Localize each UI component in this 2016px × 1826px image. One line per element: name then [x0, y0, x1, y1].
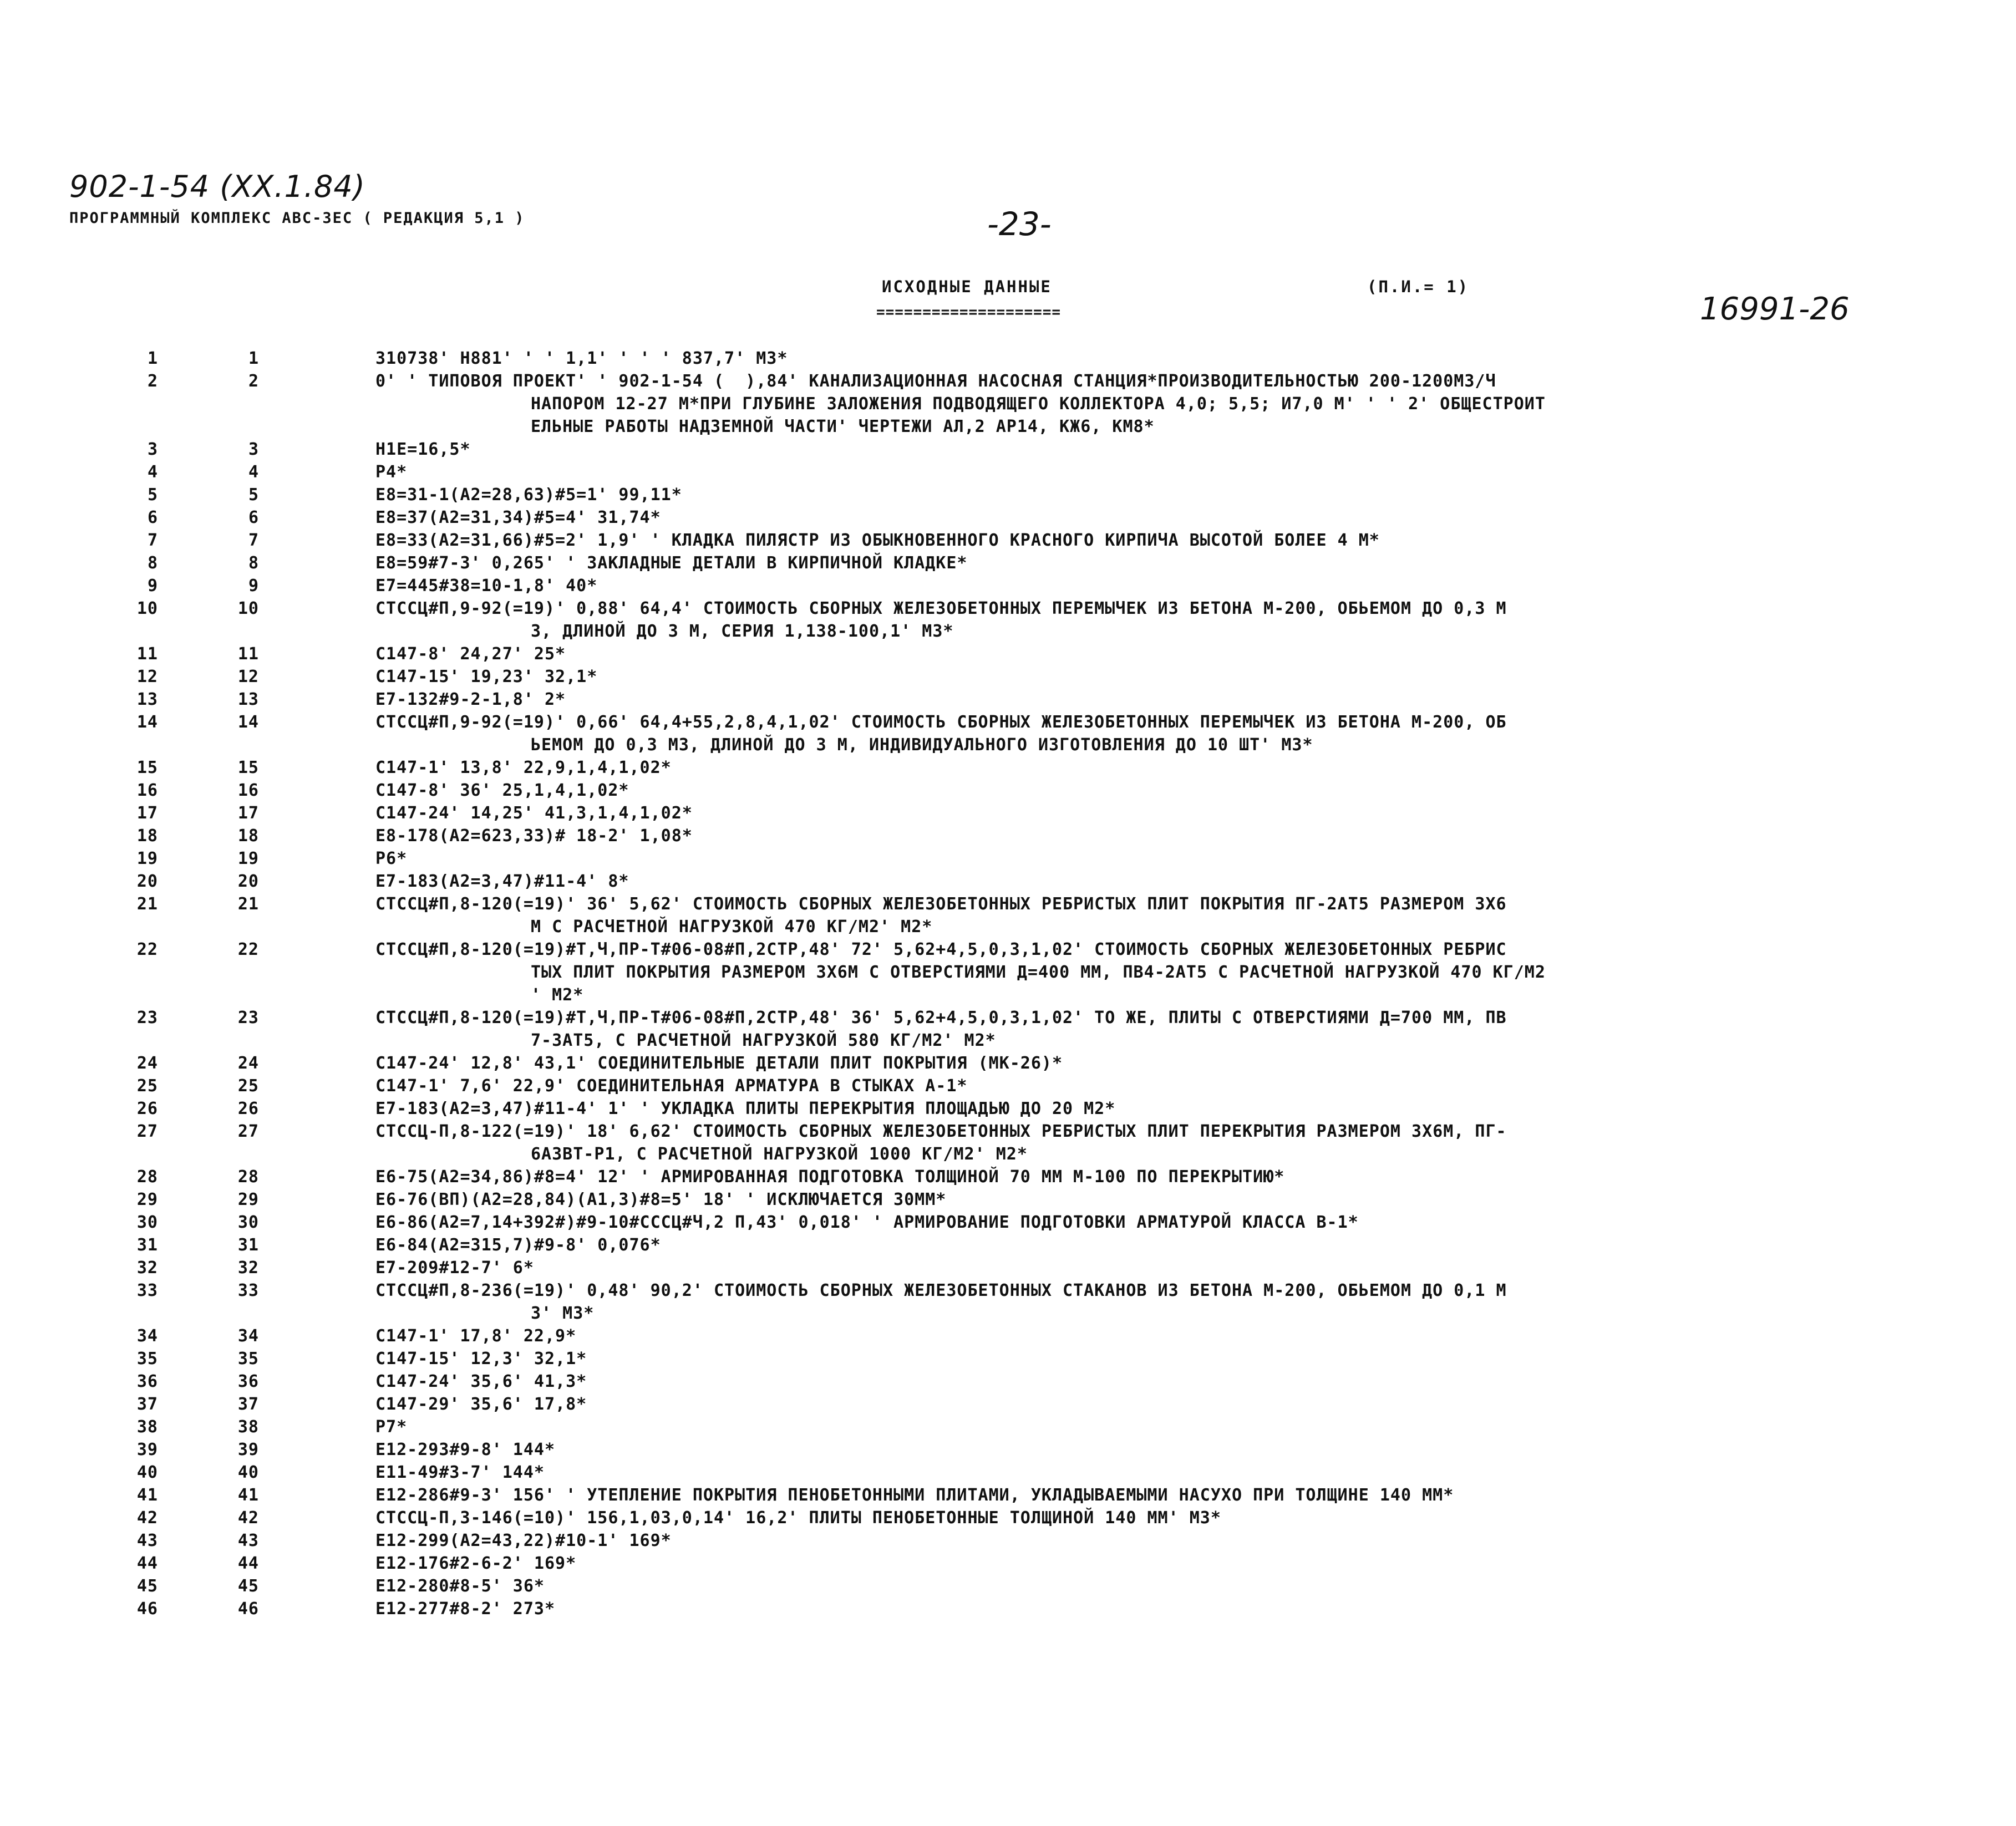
listing-row [0, 1393, 2016, 1416]
row-index: 45 [237, 1576, 259, 1596]
row-text: Е12-277#8-2' 273* [375, 1599, 556, 1619]
listing-row [0, 484, 2016, 506]
row-number: 24 [136, 1054, 158, 1073]
row-number: 39 [136, 1440, 158, 1459]
row-index: 40 [237, 1463, 259, 1482]
listing-row [0, 393, 2016, 415]
row-index: 9 [248, 576, 259, 596]
listing-row [0, 415, 2016, 438]
row-index: 3 [248, 440, 259, 459]
row-number: 28 [136, 1167, 158, 1187]
listing-row [0, 847, 2016, 870]
row-index: 34 [237, 1326, 259, 1346]
row-index: 17 [237, 803, 259, 823]
row-index: 14 [237, 713, 259, 732]
listing-row [0, 574, 2016, 597]
section-underline: ==================== [876, 304, 1062, 321]
listing-row [0, 756, 2016, 779]
row-number: 35 [136, 1349, 158, 1369]
row-number: 9 [147, 576, 158, 596]
row-index: 26 [237, 1099, 259, 1118]
listing-row [0, 893, 2016, 915]
row-text-continuation: 3, ДЛИНОЙ ДО 3 М, СЕРИЯ 1,138-100,1' М3* [531, 622, 954, 641]
row-text: С147-8' 24,27' 25* [375, 644, 566, 664]
row-number: 29 [136, 1190, 158, 1209]
listing-row [0, 1484, 2016, 1507]
row-index: 31 [237, 1235, 259, 1255]
row-index: 43 [237, 1531, 259, 1550]
row-index: 41 [237, 1486, 259, 1505]
row-text: Е8-178(А2=623,33)# 18-2' 1,08* [375, 826, 693, 846]
row-index: 33 [237, 1281, 259, 1300]
row-index: 1 [248, 349, 259, 368]
section-title: ИСХОДНЫЕ ДАННЫЕ [882, 277, 1052, 296]
listing-row [0, 370, 2016, 393]
data-listing [0, 347, 2016, 1620]
row-text: С147-24' 35,6' 41,3* [375, 1372, 587, 1391]
listing-row [0, 1120, 2016, 1143]
row-text-continuation: ЬЕМОМ ДО 0,3 М3, ДЛИНОЙ ДО 3 М, ИНДИВИДУАЛЬНОГО ИЗГОТОВЛЕНИЯ ДО 10 ШТ' М3* [531, 735, 1313, 755]
program-line: ПРОГРАММНЫЙ КОМПЛЕКС АВС-3ЕС ( РЕДАКЦИЯ 5,1 ) [69, 210, 525, 227]
row-number: 38 [136, 1417, 158, 1437]
listing-row [0, 802, 2016, 825]
document-code: 902-1-54 (XX.1.84) [69, 169, 365, 204]
listing-row [0, 1097, 2016, 1120]
listing-row [0, 870, 2016, 893]
row-text: С147-15' 19,23' 32,1* [375, 667, 598, 686]
listing-row [0, 461, 2016, 484]
listing-row [0, 1166, 2016, 1188]
row-number: 6 [147, 508, 158, 527]
listing-row [0, 1529, 2016, 1552]
row-number: 23 [136, 1008, 158, 1028]
row-text: Р6* [375, 849, 408, 868]
listing-row [0, 1029, 2016, 1052]
row-number: 33 [136, 1281, 158, 1300]
row-text: С147-1' 17,8' 22,9* [375, 1326, 577, 1346]
row-text: Е6-84(А2=315,7)#9-8' 0,076* [375, 1235, 661, 1255]
row-text: Е7-209#12-7' 6* [375, 1258, 534, 1278]
row-text-continuation: М С РАСЧЕТНОЙ НАГРУЗКОЙ 470 КГ/М2' М2* [531, 917, 933, 937]
row-text: СТССЦ#П,9-92(=19)' 0,66' 64,4+55,2,8,4,1,02' СТОИМОСТЬ СБОРНЫХ ЖЕЛЕЗОБЕТОННЫХ ПЕРЕМЫЧЕК ИЗ БЕТОНА М-200, ОБ [375, 713, 1507, 732]
row-text-continuation: 6А3ВТ-Р1, С РАСЧЕТНОЙ НАГРУЗКОЙ 1000 КГ/М2' М2* [531, 1145, 1028, 1164]
row-text: Е6-86(А2=7,14+392#)#9-10#СССЦ#Ч,2 П,43' 0,018' ' АРМИРОВАНИЕ ПОДГОТОВКИ АРМАТУРОЙ КЛАССА В-1* [375, 1213, 1359, 1232]
listing-row [0, 984, 2016, 1006]
row-number: 20 [136, 872, 158, 891]
row-text-continuation: 3' М3* [531, 1304, 595, 1323]
row-index: 46 [237, 1599, 259, 1619]
row-text: СТССЦ-П,8-122(=19)' 18' 6,62' СТОИМОСТЬ СБОРНЫХ ЖЕЛЕЗОБЕТОННЫХ РЕБРИСТЫХ ПЛИТ ПЕРЕКРЫТИЯ РАЗМЕРОМ 3Х6М, ПГ- [375, 1122, 1507, 1141]
row-number: 21 [136, 894, 158, 914]
page-number: -23- [987, 205, 1052, 243]
row-text: СТССЦ#П,8-120(=19)#Т,Ч,ПР-Т#06-08#П,2СТР,48' 36' 5,62+4,5,0,3,1,02' ТО ЖЕ, ПЛИТЫ С ОТВЕРСТИЯМИ Д=700 ММ, ПВ [375, 1008, 1507, 1028]
row-text: С147-29' 35,6' 17,8* [375, 1395, 587, 1414]
row-number: 27 [136, 1122, 158, 1141]
row-text: Е8=33(А2=31,66)#5=2' 1,9' ' КЛАДКА ПИЛЯСТР ИЗ ОБЫКНОВЕННОГО КРАСНОГО КИРПИЧА ВЫСОТОЙ БОЛЕЕ 4 М* [375, 531, 1380, 550]
listing-row [0, 1302, 2016, 1325]
listing-row [0, 438, 2016, 461]
row-number: 22 [136, 940, 158, 959]
listing-row [0, 1438, 2016, 1461]
listing-row [0, 1507, 2016, 1529]
row-text: Е12-176#2-6-2' 169* [375, 1554, 577, 1573]
row-index: 35 [237, 1349, 259, 1369]
row-number: 17 [136, 803, 158, 823]
row-number: 25 [136, 1076, 158, 1096]
row-text: Е12-286#9-3' 156' ' УТЕПЛЕНИЕ ПОКРЫТИЯ ПЕНОБЕТОННЫМИ ПЛИТАМИ, УКЛАДЫВАЕМЫМИ НАСУХО ПРИ ТОЛЩИНЕ 140 ММ* [375, 1486, 1454, 1505]
row-index: 24 [237, 1054, 259, 1073]
listing-row [0, 1370, 2016, 1393]
row-index: 16 [237, 781, 259, 800]
row-text: Р4* [375, 462, 408, 482]
row-index: 19 [237, 849, 259, 868]
row-index: 12 [237, 667, 259, 686]
row-index: 27 [237, 1122, 259, 1141]
row-index: 38 [237, 1417, 259, 1437]
listing-row [0, 1461, 2016, 1484]
row-text-continuation: 7-3АТ5, С РАСЧЕТНОЙ НАГРУЗКОЙ 580 КГ/М2' М2* [531, 1031, 996, 1050]
row-text: С147-1' 7,6' 22,9' СОЕДИНИТЕЛЬНАЯ АРМАТУРА В СТЫКАХ А-1* [375, 1076, 968, 1096]
row-index: 18 [237, 826, 259, 846]
row-index: 37 [237, 1395, 259, 1414]
row-text: Е12-293#9-8' 144* [375, 1440, 556, 1459]
row-number: 4 [147, 462, 158, 482]
row-text-continuation: ЕЛЬНЫЕ РАБОТЫ НАДЗЕМНОЙ ЧАСТИ' ЧЕРТЕЖИ АЛ,2 АР14, КЖ6, КМ8* [531, 417, 1155, 436]
row-number: 2 [147, 372, 158, 391]
row-index: 11 [237, 644, 259, 664]
row-index: 4 [248, 462, 259, 482]
row-number: 43 [136, 1531, 158, 1550]
row-text: С147-15' 12,3' 32,1* [375, 1349, 587, 1369]
row-number: 34 [136, 1326, 158, 1346]
row-text: Е8=37(А2=31,34)#5=4' 31,74* [375, 508, 661, 527]
row-text: Е8=31-1(А2=28,63)#5=1' 99,11* [375, 485, 682, 505]
row-number: 10 [136, 599, 158, 618]
row-text: С147-24' 12,8' 43,1' СОЕДИНИТЕЛЬНЫЕ ДЕТАЛИ ПЛИТ ПОКРЫТИЯ (МК-26)* [375, 1054, 1063, 1073]
row-number: 37 [136, 1395, 158, 1414]
row-number: 15 [136, 758, 158, 777]
listing-row [0, 665, 2016, 688]
row-index: 2 [248, 372, 259, 391]
row-text-continuation: НАПОРОМ 12-27 М*ПРИ ГЛУБИНЕ ЗАЛОЖЕНИЯ ПОДВОДЯЩЕГО КОЛЛЕКТОРА 4,0; 5,5; И7,0 М' ' ' 2' ОБЩЕСТРОИТ [531, 394, 1546, 414]
row-text: Е7-132#9-2-1,8' 2* [375, 690, 566, 709]
row-number: 31 [136, 1235, 158, 1255]
row-text: Е6-76(ВП)(А2=28,84)(А1,3)#8=5' 18' ' ИСКЛЮЧАЕТСЯ 30ММ* [375, 1190, 947, 1209]
row-text: СТССЦ#П,8-236(=19)' 0,48' 90,2' СТОИМОСТЬ СБОРНЫХ ЖЕЛЕЗОБЕТОННЫХ СТАКАНОВ ИЗ БЕТОНА М-200, ОБЬЕМОМ ДО 0,1 М [375, 1281, 1507, 1300]
listing-row [0, 779, 2016, 802]
row-number: 42 [136, 1508, 158, 1528]
row-index: 8 [248, 553, 259, 573]
listing-row [0, 1075, 2016, 1097]
row-index: 25 [237, 1076, 259, 1096]
row-number: 19 [136, 849, 158, 868]
row-number: 40 [136, 1463, 158, 1482]
row-index: 5 [248, 485, 259, 505]
row-text: Е6-75(А2=34,86)#8=4' 12' ' АРМИРОВАННАЯ ПОДГОТОВКА ТОЛЩИНОЙ 70 ММ М-100 ПО ПЕРЕКРЫТИЮ* [375, 1167, 1285, 1187]
row-number: 5 [147, 485, 158, 505]
row-number: 45 [136, 1576, 158, 1596]
row-index: 28 [237, 1167, 259, 1187]
listing-row [0, 688, 2016, 711]
row-text-continuation: ' М2* [531, 985, 584, 1005]
listing-row [0, 1211, 2016, 1234]
listing-row [0, 1598, 2016, 1620]
row-text: Р7* [375, 1417, 408, 1437]
listing-row [0, 825, 2016, 847]
listing-row [0, 620, 2016, 643]
listing-row [0, 1416, 2016, 1438]
row-number: 13 [136, 690, 158, 709]
row-text: Е12-299(А2=43,22)#10-1' 169* [375, 1531, 672, 1550]
row-text: СТССЦ-П,3-146(=10)' 156,1,03,0,14' 16,2' ПЛИТЫ ПЕНОБЕТОННЫЕ ТОЛЩИНОЙ 140 ММ' М3* [375, 1508, 1221, 1528]
row-number: 44 [136, 1554, 158, 1573]
listing-row [0, 915, 2016, 938]
row-number: 18 [136, 826, 158, 846]
row-number: 12 [136, 667, 158, 686]
row-text: Е12-280#8-5' 36* [375, 1576, 545, 1596]
row-text: 0' ' ТИПОВОЯ ПРОЕКТ' ' 902-1-54 ( ),84' КАНАЛИЗАЦИОННАЯ НАСОСНАЯ СТАНЦИЯ*ПРОИЗВОДИТЕЛЬНОСТЬЮ 200-1200М3/Ч [375, 372, 1496, 391]
row-number: 11 [136, 644, 158, 664]
listing-row [0, 1347, 2016, 1370]
listing-row [0, 961, 2016, 984]
row-number: 41 [136, 1486, 158, 1505]
row-text: СТССЦ#П,8-120(=19)#Т,Ч,ПР-Т#06-08#П,2СТР,48' 72' 5,62+4,5,0,3,1,02' СТОИМОСТЬ СБОРНЫХ ЖЕЛЕЗОБЕТОННЫХ РЕБРИС [375, 940, 1507, 959]
row-index: 6 [248, 508, 259, 527]
row-text: С147-24' 14,25' 41,3,1,4,1,02* [375, 803, 693, 823]
row-index: 30 [237, 1213, 259, 1232]
row-index: 29 [237, 1190, 259, 1209]
row-text-continuation: ТЫХ ПЛИТ ПОКРЫТИЯ РАЗМЕРОМ 3Х6М С ОТВЕРСТИЯМИ Д=400 ММ, ПВ4-2АТ5 С РАСЧЕТНОЙ НАГРУЗКОЙ 470 КГ/М2 [531, 963, 1546, 982]
listing-row [0, 1143, 2016, 1166]
listing-row [0, 1188, 2016, 1211]
row-index: 10 [237, 599, 259, 618]
row-text: СТССЦ#П,9-92(=19)' 0,88' 64,4' СТОИМОСТЬ СБОРНЫХ ЖЕЛЕЗОБЕТОННЫХ ПЕРЕМЫЧЕК ИЗ БЕТОНА М-200, ОБЬЕМОМ ДО 0,3 М [375, 599, 1507, 618]
listing-row [0, 1257, 2016, 1279]
row-index: 13 [237, 690, 259, 709]
handwritten-number: 16991-26 [1700, 291, 1850, 327]
listing-row [0, 529, 2016, 552]
row-number: 7 [147, 531, 158, 550]
row-number: 30 [136, 1213, 158, 1232]
listing-row [0, 1006, 2016, 1029]
row-number: 26 [136, 1099, 158, 1118]
row-index: 42 [237, 1508, 259, 1528]
listing-row [0, 734, 2016, 756]
row-number: 32 [136, 1258, 158, 1278]
row-number: 16 [136, 781, 158, 800]
listing-row [0, 1234, 2016, 1257]
row-index: 15 [237, 758, 259, 777]
row-number: 8 [147, 553, 158, 573]
listing-row [0, 938, 2016, 961]
row-text: СТССЦ#П,8-120(=19)' 36' 5,62' СТОИМОСТЬ СБОРНЫХ ЖЕЛЕЗОБЕТОННЫХ РЕБРИСТЫХ ПЛИТ ПОКРЫТИЯ ПГ-2АТ5 РАЗМЕРОМ 3Х6 [375, 894, 1507, 914]
row-index: 44 [237, 1554, 259, 1573]
row-text: Е8=59#7-3' 0,265' ' ЗАКЛАДНЫЕ ДЕТАЛИ В КИРПИЧНОЙ КЛАДКЕ* [375, 553, 968, 573]
row-text: Е7-183(А2=3,47)#11-4' 1' ' УКЛАДКА ПЛИТЫ ПЕРЕКРЫТИЯ ПЛОЩАДЬЮ ДО 20 М2* [375, 1099, 1116, 1118]
listing-row [0, 347, 2016, 370]
row-index: 32 [237, 1258, 259, 1278]
row-index: 7 [248, 531, 259, 550]
row-index: 39 [237, 1440, 259, 1459]
listing-row [0, 506, 2016, 529]
listing-row [0, 1052, 2016, 1075]
listing-row [0, 1552, 2016, 1575]
listing-row [0, 597, 2016, 620]
section-reference: (П.И.= 1) [1367, 277, 1470, 296]
row-text: 310738' Н881' ' ' 1,1' ' ' ' 837,7' М3* [375, 349, 788, 368]
row-text: Е7-183(А2=3,47)#11-4' 8* [375, 872, 629, 891]
row-index: 22 [237, 940, 259, 959]
row-number: 14 [136, 713, 158, 732]
listing-row [0, 643, 2016, 665]
listing-row [0, 1279, 2016, 1302]
listing-row [0, 711, 2016, 734]
listing-row [0, 1575, 2016, 1598]
row-index: 21 [237, 894, 259, 914]
row-index: 20 [237, 872, 259, 891]
row-number: 36 [136, 1372, 158, 1391]
row-number: 46 [136, 1599, 158, 1619]
row-index: 36 [237, 1372, 259, 1391]
row-text: Н1Е=16,5* [375, 440, 471, 459]
listing-row [0, 1325, 2016, 1347]
row-number: 1 [147, 349, 158, 368]
row-text: Е7=445#38=10-1,8' 40* [375, 576, 598, 596]
listing-row [0, 552, 2016, 574]
row-text: С147-8' 36' 25,1,4,1,02* [375, 781, 629, 800]
row-text: Е11-49#3-7' 144* [375, 1463, 545, 1482]
row-number: 3 [147, 440, 158, 459]
row-text: С147-1' 13,8' 22,9,1,4,1,02* [375, 758, 672, 777]
row-index: 23 [237, 1008, 259, 1028]
